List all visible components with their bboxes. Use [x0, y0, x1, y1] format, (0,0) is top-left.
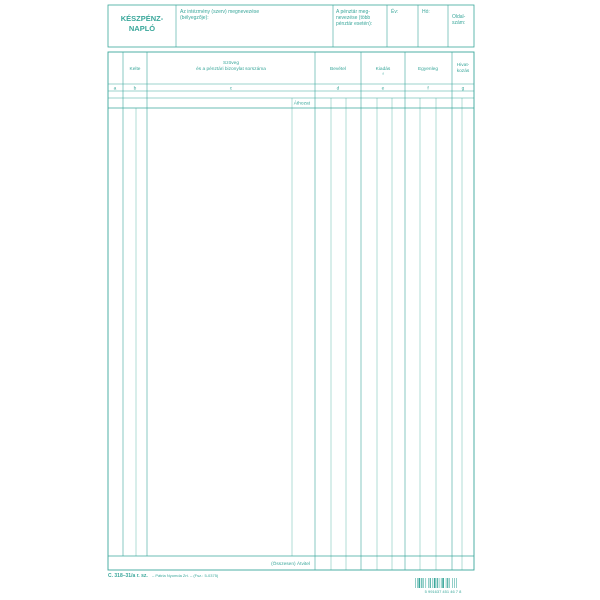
- column-letter-e: e: [381, 86, 385, 92]
- cashier-label-line3: pénztár esetén):: [336, 21, 373, 27]
- form-footer: [108, 573, 462, 594]
- page-number-label-line1: Oldal-: [452, 14, 466, 20]
- column-hivat-line2: kozás: [456, 69, 470, 74]
- column-kiadas-line1: Kiadás: [375, 67, 391, 72]
- column-letter-b: b: [133, 86, 137, 92]
- publisher-note: – Pátria Nyomda Zrt. – (Fsz.: 5-0375): [152, 573, 219, 578]
- carry-in-label: Áthozat: [293, 101, 310, 107]
- column-letter-f: f: [427, 86, 429, 92]
- carry-out-label: (Összesen) Átvitel: [271, 562, 310, 567]
- column-kelte: Kelte: [129, 67, 141, 72]
- form-code: C. 318–31/a r. sz.: [108, 573, 148, 579]
- form-title-line1: KÉSZPÉNZ-: [120, 14, 164, 23]
- column-egyenleg: Egyenleg: [417, 67, 439, 72]
- journal-table: [108, 52, 474, 570]
- form-header: [108, 5, 474, 47]
- column-bevetel: Bevétel: [330, 67, 346, 72]
- org-label-line1: Az intézmény (szerv) megnevezése: [180, 9, 260, 15]
- column-letter-c: c: [229, 86, 233, 92]
- barcode-digits: 5 991637 451 46 7 8: [424, 589, 462, 594]
- year-label: Év:: [391, 9, 399, 15]
- column-letter-g: g: [461, 86, 465, 92]
- cashier-label-line2: nevezése (több: [336, 15, 371, 21]
- cashier-label-line1: A pénztár meg-: [336, 9, 370, 15]
- column-hivat-line1: Hivat-: [456, 63, 470, 68]
- column-letter-a: a: [113, 86, 117, 92]
- barcode-icon: [415, 578, 457, 588]
- month-label: Hó:: [422, 9, 430, 15]
- column-text-line1: Szöveg: [223, 61, 239, 66]
- column-text-line2: és a pénztári bizonylat sorszáma: [196, 67, 266, 72]
- org-label-line2: (bélyegzője):: [180, 15, 209, 21]
- column-kiadas-line2: f: [382, 71, 384, 76]
- column-letter-d: d: [336, 86, 340, 92]
- page-number-label-line2: szám:: [452, 20, 466, 26]
- form-title-line2: NAPLÓ: [128, 24, 156, 33]
